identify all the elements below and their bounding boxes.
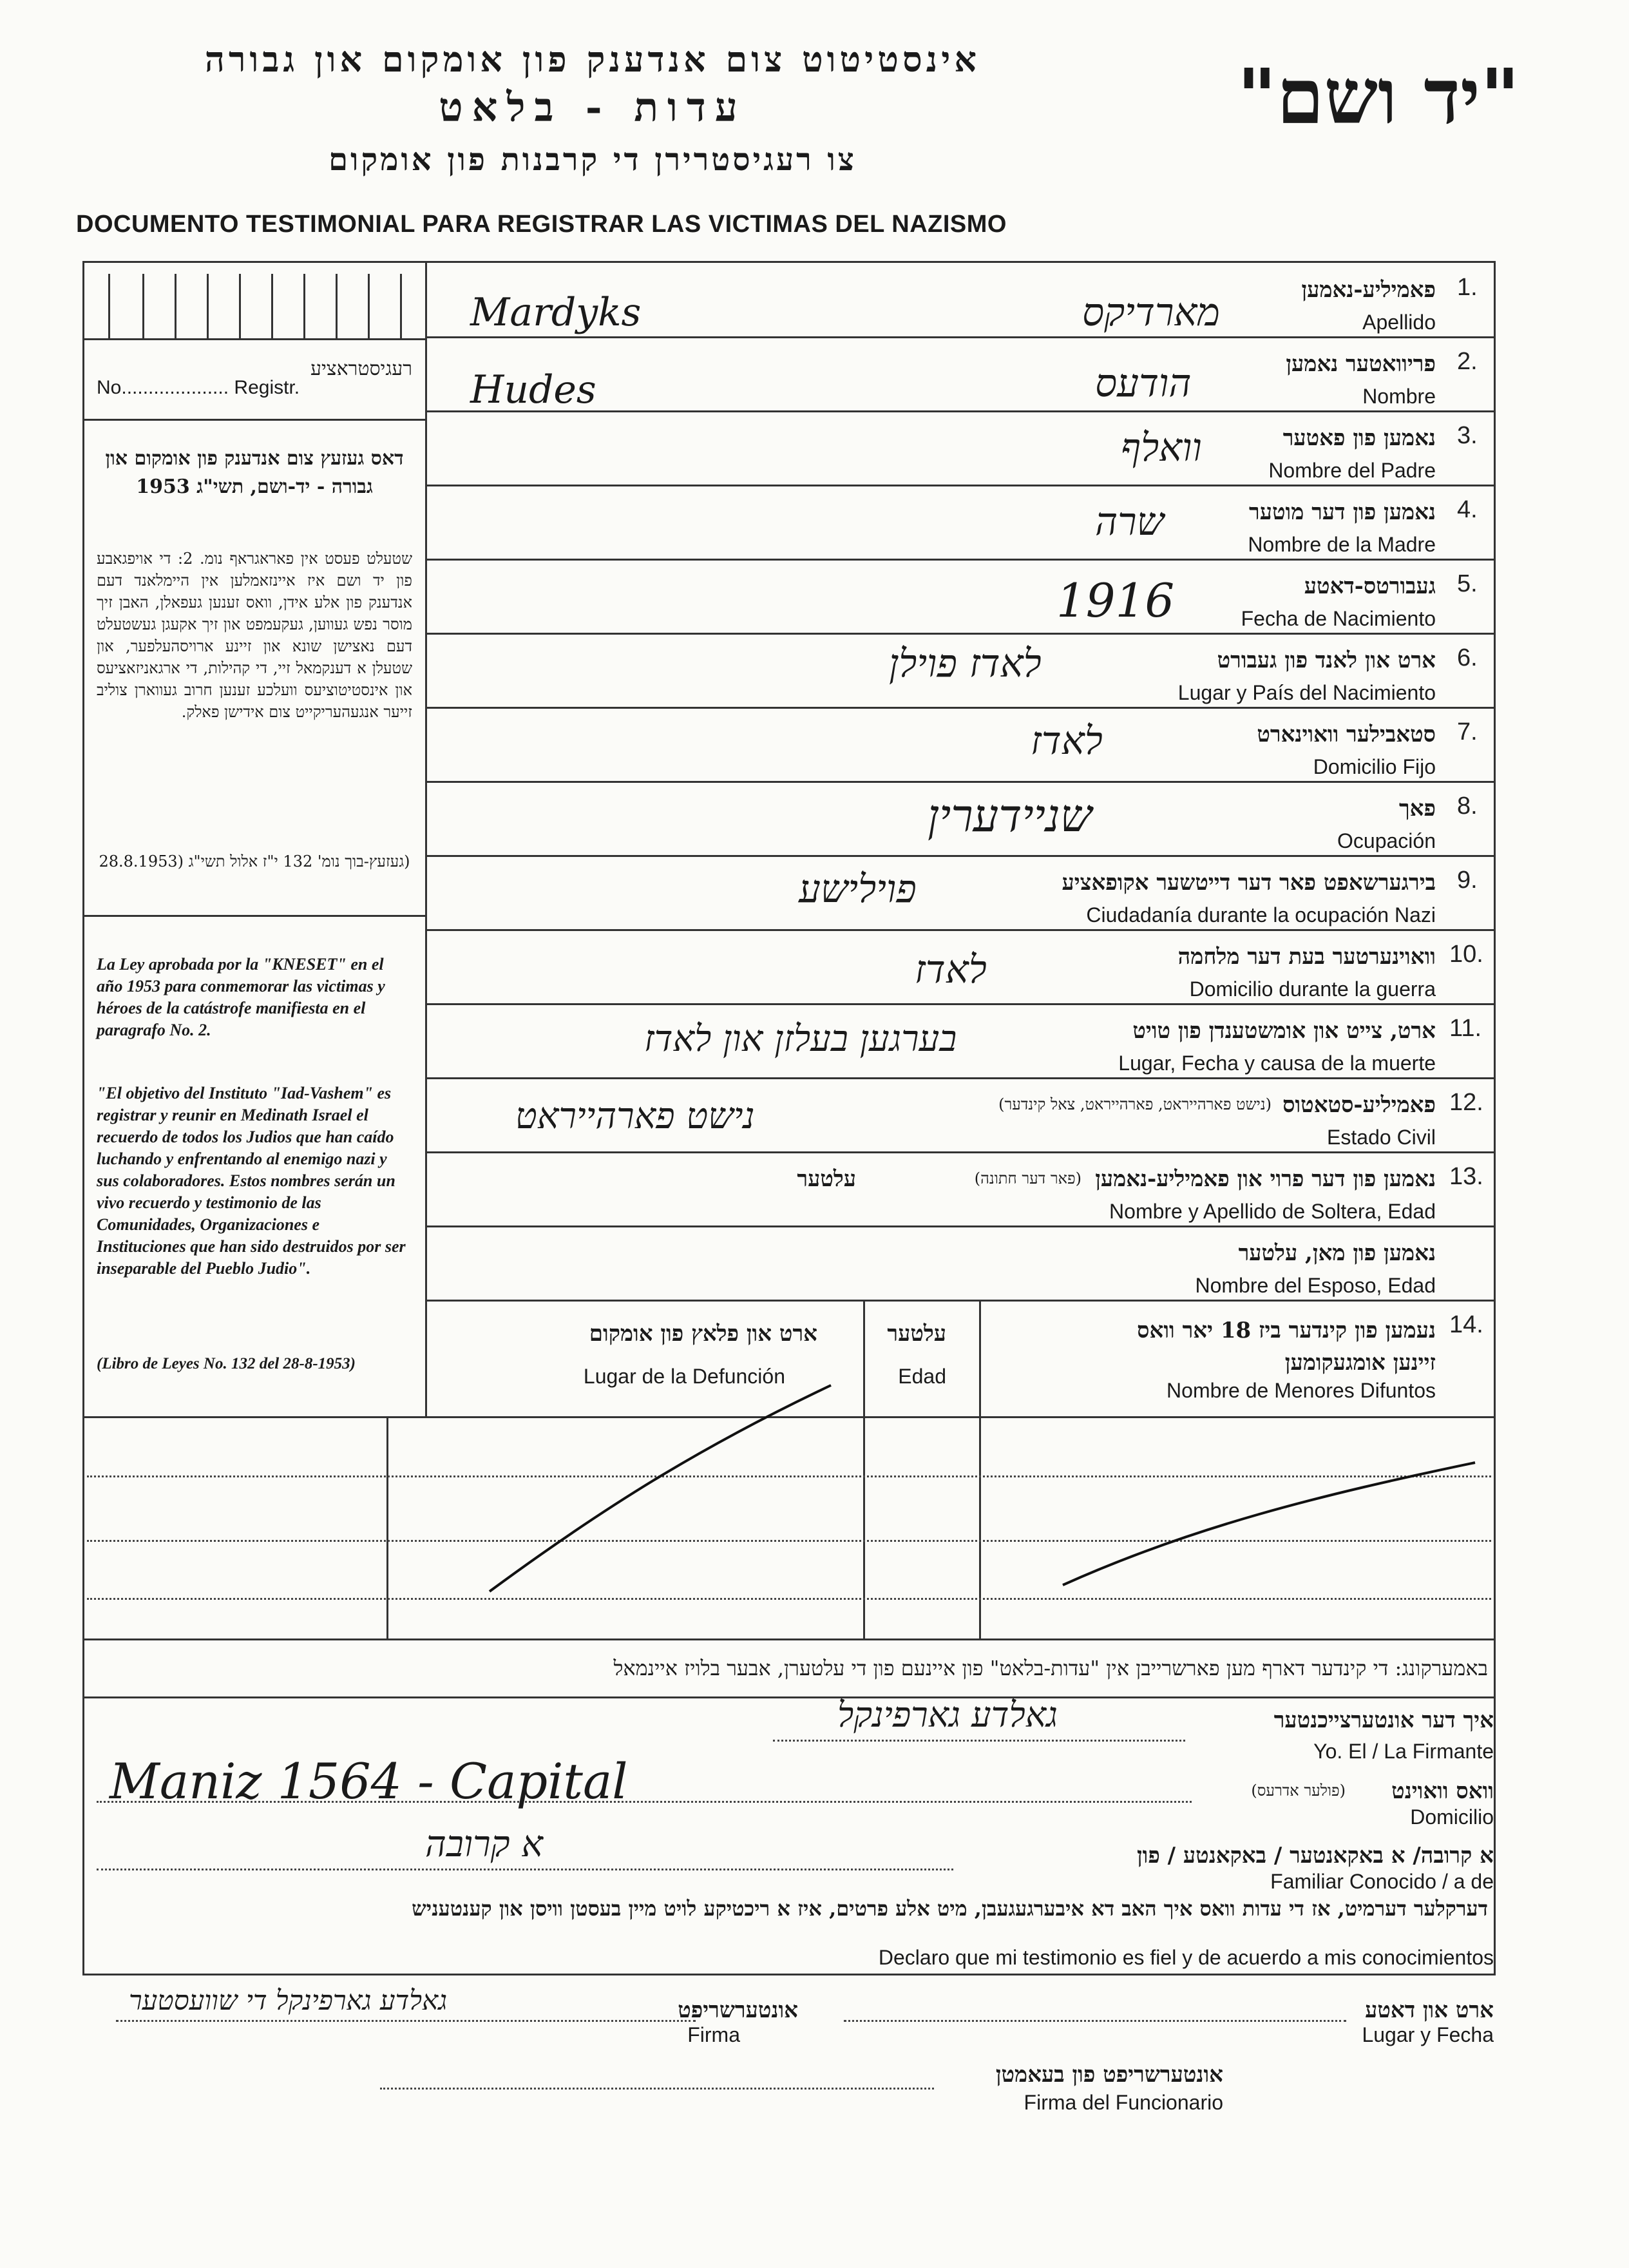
- law-title-hebrew: דאס געזעץ צום אנדענק פון אומקום און גבורה - יד-ושם, תשי"ג 1953: [105, 447, 404, 498]
- address-note-hebrew: (פולער אדרעס): [1251, 1782, 1346, 1800]
- field-11-label-spanish: Lugar, Fecha y causa de la muerte: [1118, 1052, 1436, 1075]
- field-1-value: מארדיקס: [1082, 290, 1220, 335]
- field-11-value: בערגען בעלזן און לאדז: [644, 1018, 957, 1060]
- field-1-value-latin: Mardyks: [470, 290, 642, 335]
- field-14-age-hebrew: עלטער: [887, 1321, 946, 1347]
- law-text-spanish-1: La Ley aprobada por la "KNESET" en el año 1953 para conmemorar las victimas y héroes de la catástrofe manifiesta en el paragrafo No. 2.: [97, 955, 385, 1039]
- field-10-value: לאדז: [915, 947, 987, 992]
- field-4-value: שרה: [1095, 499, 1165, 544]
- place-date-label-spanish: Lugar y Fecha: [1362, 2023, 1494, 2046]
- field-7-label-hebrew: סטאבילער וואוינארט: [1257, 722, 1436, 747]
- form-title-hebrew: עדות - בלאט: [439, 84, 747, 131]
- field-12-num: 12.: [1449, 1089, 1483, 1116]
- field-12-note-hebrew: (נישט פארהייראט, פארהייראט, צאל קינדער): [998, 1095, 1272, 1113]
- undersigned-value: גאלדע גארפינקל: [837, 1695, 1058, 1735]
- field-3-label-hebrew: נאמען פון פאטער: [1282, 425, 1436, 451]
- field-2-label-spanish: Nombre: [1362, 385, 1436, 408]
- relative-value: א קרובה: [425, 1823, 544, 1865]
- signature-label-spanish: Firma: [687, 2023, 740, 2046]
- field-12-label-hebrew: פאמיליע-סטאטוס: [1282, 1092, 1436, 1118]
- field-6-label-spanish: Lugar y País del Nacimiento: [1177, 681, 1436, 704]
- registration-label-hebrew: רעגיסטראציע: [310, 358, 412, 380]
- field-14-num: 14.: [1449, 1311, 1483, 1338]
- field-14-place-hebrew: ארט און פלאץ פון אומקום: [589, 1321, 817, 1347]
- address-label-spanish: Domicilio: [1410, 1805, 1494, 1829]
- field-2-value: הודעס: [1095, 361, 1192, 406]
- field-14-age-spanish: Edad: [898, 1365, 946, 1388]
- field-11-num: 11.: [1449, 1015, 1482, 1042]
- relative-label-spanish: Familiar Conocido / a de: [1270, 1870, 1494, 1893]
- law-text-spanish-2: "El objetivo del Instituto "Iad-Vashem" es registrar y reunir en Medinath Israel el recuerdo de todos los Judios que han caído luchando y enfrentando al enemigo nazi y sus colaboradores. Estos nombres serán un vivo recuerdo y testimonio de las Comunidades, Organizaciones e Instituciones que han sido destruidos por ser inseparable del Pueblo Judio".: [97, 1084, 406, 1278]
- frame-bottom: [82, 1974, 1496, 1975]
- law-body-hebrew: שטעלט פעסט אין פאראגראף נומ. 2: די אויפגאבע פון יד ושם איז איינזאמלען אין היימלאנד דעם אנדענק פון אלע אידן, וואס זענען געפאלן, האבן זיך מוסר נפש געווען, געקעמפט און זיך אקעגן געשטעלט דעם נאצישן שונא און זיינע ארויסהעלפער, און שטעלן א דענקמאל זיי, די קהילות, די ארגאניזאציעס און אינסטיטוציעס וועלכע זענען חרוב געווארן צוליב זייער אנגעהעריקייט צום אידישן פאלק.: [97, 550, 413, 721]
- official-signature-label-spanish: Firma del Funcionario: [1024, 2091, 1223, 2114]
- registration-no-dots: ...................: [126, 377, 229, 398]
- official-signature-label-hebrew: אונטערשריפט פון בעאמטן: [995, 2062, 1223, 2088]
- remark-hebrew: באמערקונג: די קינדער דארף מען פארשרייבן אין "עדות-בלאט" פון איינעם פון די עלטערן, אבער בלויז איינמאל: [613, 1656, 1488, 1680]
- field-12-value: נישט פארהייראט: [515, 1095, 755, 1137]
- yad-vashem-logo: "יד ושם": [1237, 52, 1520, 141]
- field-13-label-hebrew: נאמען פון דער פרוי און פאמיליע-נאמען: [1095, 1166, 1436, 1192]
- field-13-note-hebrew: (פאר דער חתונה): [974, 1169, 1081, 1187]
- field-14-label-spanish: Nombre de Menores Difuntos: [1167, 1379, 1436, 1402]
- undersigned-label-hebrew: איך דער אונטערצייכנטער: [1273, 1707, 1494, 1733]
- field-8-num: 8.: [1457, 793, 1478, 820]
- spouse-label-spanish: Nombre del Esposo, Edad: [1195, 1274, 1436, 1297]
- crossout-stroke-2: [1063, 1463, 1475, 1585]
- field-5-value: 1916: [1056, 573, 1175, 628]
- field-4-label-hebrew: נאמען פון דער מוטער: [1249, 499, 1436, 525]
- signature-line: [116, 2020, 696, 2022]
- field-8-value: שניידערין: [928, 789, 1092, 842]
- field-10-label-spanish: Domicilio durante la guerra: [1189, 977, 1436, 1001]
- field-14-place-spanish: Lugar de la Defunción: [583, 1365, 785, 1388]
- field-13-num: 13.: [1449, 1163, 1483, 1190]
- field-8-label-spanish: Ocupación: [1337, 829, 1436, 852]
- field-2-value-latin: Hudes: [470, 367, 596, 412]
- undersigned-label-spanish: Yo. El / La Firmante: [1313, 1740, 1494, 1763]
- registration-label-spanish: Registr.: [234, 377, 300, 398]
- field-6-num: 6.: [1457, 644, 1478, 671]
- form-subtitle-hebrew: צו רעגיסטרירן די קרבנות פון אומקום: [329, 142, 857, 178]
- field-9-value: פוילישע: [799, 867, 917, 912]
- place-date-label-hebrew: ארט און דאטע: [1365, 1997, 1494, 2023]
- field-2-num: 2.: [1457, 348, 1478, 375]
- field-6-value: לאדז פוילן: [889, 641, 1042, 686]
- field-1-label-hebrew: פאמיליע-נאמען: [1301, 277, 1436, 303]
- field-10-num: 10.: [1449, 941, 1483, 968]
- place-date-line: [844, 2020, 1346, 2022]
- field-5-label-hebrew: געבורטס-דאטע: [1304, 573, 1436, 599]
- field-5-label-spanish: Fecha de Nacimiento: [1241, 607, 1436, 630]
- official-signature-line: [380, 2088, 934, 2090]
- institute-title-hebrew: אינסטיטוט צום אנדענק פון אומקום און גבורה: [204, 39, 981, 80]
- field-11-label-hebrew: ארט, צייט און אומשטענדן פון טויט: [1132, 1018, 1436, 1044]
- field-8-label-hebrew: פאך: [1398, 796, 1436, 822]
- signature-value: גאלדע גארפינקל די שוועסטער: [129, 1984, 448, 2016]
- field-5-num: 5.: [1457, 570, 1478, 597]
- field-10-label-hebrew: וואוינערטער בעת דער מלחמה: [1177, 944, 1436, 970]
- field-14-label-hebrew: נעמען פון קינדער ביז 18 יאר וואס זיינען אומגעקומען: [1137, 1318, 1436, 1376]
- address-label-hebrew: וואס וואוינט: [1391, 1778, 1494, 1804]
- field-7-num: 7.: [1457, 718, 1478, 745]
- field-6-label-hebrew: ארט און לאנד פון געבורט: [1217, 648, 1436, 673]
- spouse-label-hebrew: נאמען פון מאן, עלטער: [1238, 1240, 1436, 1266]
- law-ref-hebrew: (געזעץ-בוך נומ' 132 י"ז אלול תשי"ג (28.8.1953: [99, 852, 410, 870]
- field-12-label-spanish: Estado Civil: [1327, 1126, 1436, 1149]
- field-1-num: 1.: [1457, 274, 1478, 301]
- field-1-label-spanish: Apellido: [1362, 311, 1436, 334]
- field-3-value: וואלף: [1121, 425, 1202, 470]
- field-9-num: 9.: [1457, 867, 1478, 894]
- children-table-bottom: [82, 1639, 1496, 1640]
- field-2-label-hebrew: פריוואטער נאמען: [1286, 351, 1436, 377]
- registration-no-text: No.: [97, 377, 127, 398]
- relative-line: [97, 1869, 953, 1870]
- field-13-label-spanish: Nombre y Apellido de Soltera, Edad: [1109, 1200, 1436, 1223]
- field-3-num: 3.: [1457, 422, 1478, 449]
- field-13-age-hebrew: עלטער: [797, 1166, 856, 1192]
- declaration-spanish: Declaro que mi testimonio es fiel y de acuerdo a mis conocimientos: [878, 1946, 1494, 1969]
- relative-label-hebrew: א קרובה/ א באקאנטער / באקאנטע / פון: [1136, 1843, 1494, 1869]
- field-4-num: 4.: [1457, 496, 1478, 523]
- signature-label-hebrew: אונטערשריפט: [678, 1997, 798, 2023]
- law-ref-spanish: (Libro de Leyes No. 132 del 28-8-1953): [97, 1355, 356, 1372]
- declaration-hebrew: דערקלער דערמיט, אז די עדות וואס איך האב דא איבערגעגעבן, מיט אלע פרטים, איז א ריכטיקע לויט מיין בעסטן וויסן און קענטעניש: [412, 1896, 1488, 1921]
- remark-bottom: [82, 1696, 1496, 1698]
- field-9-label-hebrew: בירגערשאפט פאר דער דייטשער אקופאציע: [1062, 870, 1436, 896]
- field-9-label-spanish: Ciudadanía durante la ocupación Nazi: [1086, 903, 1436, 927]
- form-title-spanish: DOCUMENTO TESTIMONIAL PARA REGISTRAR LAS VICTIMAS DEL NAZISMO: [76, 211, 1007, 238]
- crossout-stroke-1: [490, 1385, 831, 1591]
- field-7-label-spanish: Domicilio Fijo: [1313, 755, 1436, 778]
- field-4-label-spanish: Nombre de la Madre: [1248, 533, 1436, 556]
- undersigned-line: [773, 1740, 1185, 1742]
- field-3-label-spanish: Nombre del Padre: [1268, 459, 1436, 482]
- address-value: Maniz 1564 - Capital: [110, 1753, 628, 1810]
- field-7-value: לאדז: [1031, 718, 1103, 764]
